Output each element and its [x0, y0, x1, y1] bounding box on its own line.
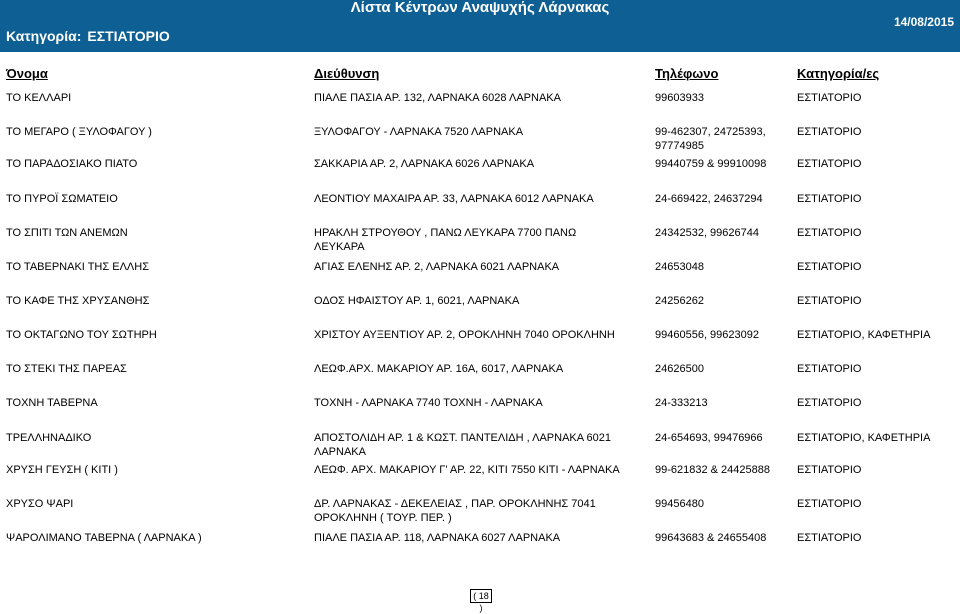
row-name: ΤΟ ΣΤΕΚΙ ΤΗΣ ΠΑΡΕΑΣ: [6, 363, 127, 375]
row-category: ΕΣΤΙΑΤΟΡΙΟ: [797, 498, 862, 510]
row-category: ΕΣΤΙΑΤΟΡΙΟ: [797, 158, 862, 170]
category-filter-label: Κατηγορία:: [6, 28, 82, 44]
row-category: ΕΣΤΙΑΤΟΡΙΟ: [797, 464, 862, 476]
category-filter-value: ΕΣΤΙΑΤΟΡΙΟ: [87, 28, 170, 44]
row-phone-line: 97774985: [655, 140, 704, 152]
row-name: ΨΑΡΟΛΙΜΑΝΟ ΤΑΒΕΡΝΑ ( ΛΑΡΝΑΚΑ ): [6, 532, 202, 544]
row-name: ΤΟ ΠΥΡΟΪ ΣΩΜΑΤΕΙΟ: [6, 193, 118, 205]
row-phone: 24-654693, 99476966: [655, 432, 763, 444]
document-date: 14/08/2015: [893, 15, 954, 29]
row-address: ΛΕΩΦ.ΑΡΧ. ΜΑΚΑΡΙΟΥ ΑΡ. 16Α, 6017, ΛΑΡΝΑΚΑ: [314, 363, 564, 375]
column-header-address: Διεύθυνση: [314, 66, 380, 81]
row-category: ΕΣΤΙΑΤΟΡΙΟ: [797, 363, 862, 375]
row-address: ΛΕΟΝΤΙΟΥ ΜΑΧΑΙΡΑ ΑΡ. 33, ΛΑΡΝΑΚΑ 6012 ΛΑΡΝΑΚΑ: [314, 193, 594, 205]
row-address-line: ΗΡΑΚΛΗ ΣΤΡΟΥΘΟΥ , ΠΑΝΩ ΛΕΥΚΑΡΑ 7700 ΠΑΝΩ: [314, 227, 577, 239]
column-header-category: Κατηγορία/ες: [797, 66, 880, 81]
row-phone: 24342532, 99626744: [655, 227, 759, 239]
row-category: ΕΣΤΙΑΤΟΡΙΟ: [797, 532, 862, 544]
row-address-line: ΑΠΟΣΤΟΛΙΔΗ ΑΡ. 1 & ΚΩΣΤ. ΠΑΝΤΕΛΙΔΗ , ΛΑΡΝΑΚΑ 6021: [314, 432, 612, 444]
row-address: ΣΑΚΚΑΡΙΑ ΑΡ. 2, ΛΑΡΝΑΚΑ 6026 ΛΑΡΝΑΚΑ: [314, 158, 535, 170]
row-name: ΤΟ ΚΕΛΛΑΡΙ: [6, 92, 72, 104]
row-address: ΠΙΑΛΕ ΠΑΣΙΑ ΑΡ. 118, ΛΑΡΝΑΚΑ 6027 ΛΑΡΝΑΚΑ: [314, 532, 561, 544]
document-title: Λίστα Κέντρων Αναψυχής Λάρνακας: [350, 0, 610, 16]
row-address-line: ΛΕΥΚΑΡΑ: [314, 241, 365, 253]
row-address: ΟΔΟΣ ΗΦΑΙΣΤΟΥ ΑΡ. 1, 6021, ΛΑΡΝΑΚΑ: [314, 295, 520, 307]
row-phone: 99603933: [655, 92, 704, 104]
row-phone: 99460556, 99623092: [655, 329, 759, 341]
row-name: ΤΟ ΤΑΒΕΡΝΑΚΙ ΤΗΣ ΕΛΛΗΣ: [6, 261, 150, 273]
row-phone: 24626500: [655, 363, 704, 375]
row-name: ΤΡΕΛΛΗΝΑΔΙΚΟ: [6, 432, 92, 444]
row-category: ΕΣΤΙΑΤΟΡΙΟ: [797, 92, 862, 104]
row-phone: 24-669422, 24637294: [655, 193, 763, 205]
category-filter: [6, 28, 170, 44]
row-phone-line: 99-462307, 24725393,: [655, 126, 766, 138]
row-address-line: ΔΡ. ΛΑΡΝΑΚΑΣ - ΔΕΚΕΛΕΙΑΣ , ΠΑΡ. ΟΡΟΚΛΗΝΗΣ 7041: [314, 498, 596, 510]
row-address: ΠΙΑΛΕ ΠΑΣΙΑ ΑΡ. 132, ΛΑΡΝΑΚΑ 6028 ΛΑΡΝΑΚΑ: [314, 92, 561, 104]
column-header-phone: Τηλέφωνο: [655, 66, 719, 81]
row-phone: 24256262: [655, 295, 704, 307]
row-phone: 99456480: [655, 498, 704, 510]
row-name: ΤΟΧΝΗ ΤΑΒΕΡΝΑ: [6, 397, 98, 409]
row-category: ΕΣΤΙΑΤΟΡΙΟ, ΚΑΦΕΤΗΡΙΑ: [797, 329, 931, 341]
row-address: ΤΟΧΝΗ - ΛΑΡΝΑΚΑ 7740 ΤΟΧΝΗ - ΛΑΡΝΑΚΑ: [314, 397, 543, 409]
row-phone: 24653048: [655, 261, 704, 273]
row-phone: 99440759 & 99910098: [655, 158, 767, 170]
header-band: [0, 0, 960, 52]
row-address-line: ΟΡΟΚΛΗΝΗ ( ΤΟΥΡ. ΠΕΡ. ): [314, 512, 452, 524]
row-category: ΕΣΤΙΑΤΟΡΙΟ: [797, 227, 862, 239]
row-address-line: ΛΑΡΝΑΚΑ: [314, 446, 366, 458]
row-name: ΤΟ ΠΑΡΑΔΟΣΙΑΚΟ ΠΙΑΤΟ: [6, 158, 138, 170]
row-address: ΞΥΛΟΦΑΓΟΥ - ΛΑΡΝΑΚΑ 7520 ΛΑΡΝΑΚΑ: [314, 126, 524, 138]
row-name: ΧΡΥΣΗ ΓΕΥΣΗ ( ΚΙΤΙ ): [6, 464, 118, 476]
page-number: ( 18 ): [470, 589, 492, 603]
row-address: ΑΓΙΑΣ ΕΛΕΝΗΣ ΑΡ. 2, ΛΑΡΝΑΚΑ 6021 ΛΑΡΝΑΚΑ: [314, 261, 560, 273]
row-name: ΤΟ ΜΕΓΑΡΟ ( ΞΥΛΟΦΑΓΟΥ ): [6, 126, 152, 138]
row-phone: 99-621832 & 24425888: [655, 464, 770, 476]
column-header-name: Όνομα: [6, 66, 48, 81]
row-category: ΕΣΤΙΑΤΟΡΙΟ, ΚΑΦΕΤΗΡΙΑ: [797, 432, 931, 444]
row-category: ΕΣΤΙΑΤΟΡΙΟ: [797, 295, 862, 307]
row-category: ΕΣΤΙΑΤΟΡΙΟ: [797, 261, 862, 273]
row-address: ΧΡΙΣΤΟΥ ΑΥΞΕΝΤΙΟΥ ΑΡ. 2, ΟΡΟΚΛΗΝΗ 7040 ΟΡΟΚΛΗΝΗ: [314, 329, 615, 341]
row-name: ΧΡΥΣΟ ΨΑΡΙ: [6, 498, 74, 510]
row-phone: 99643683 & 24655408: [655, 532, 767, 544]
row-category: ΕΣΤΙΑΤΟΡΙΟ: [797, 126, 862, 138]
row-name: ΤΟ ΟΚΤΑΓΩΝΟ ΤΟΥ ΣΩΤΗΡΗ: [6, 329, 157, 341]
row-name: ΤΟ ΚΑΦΕ ΤΗΣ ΧΡΥΣΑΝΘΗΣ: [6, 295, 150, 307]
row-name: ΤΟ ΣΠΙΤΙ ΤΩΝ ΑΝΕΜΩΝ: [6, 227, 128, 239]
row-category: ΕΣΤΙΑΤΟΡΙΟ: [797, 397, 862, 409]
row-category: ΕΣΤΙΑΤΟΡΙΟ: [797, 193, 862, 205]
row-phone: 24-333213: [655, 397, 708, 409]
row-address: ΛΕΩΦ. ΑΡΧ. ΜΑΚΑΡΙΟΥ Γ' ΑΡ. 22, ΚΙΤΙ 7550 ΚΙΤΙ - ΛΑΡΝΑΚΑ: [314, 464, 620, 476]
